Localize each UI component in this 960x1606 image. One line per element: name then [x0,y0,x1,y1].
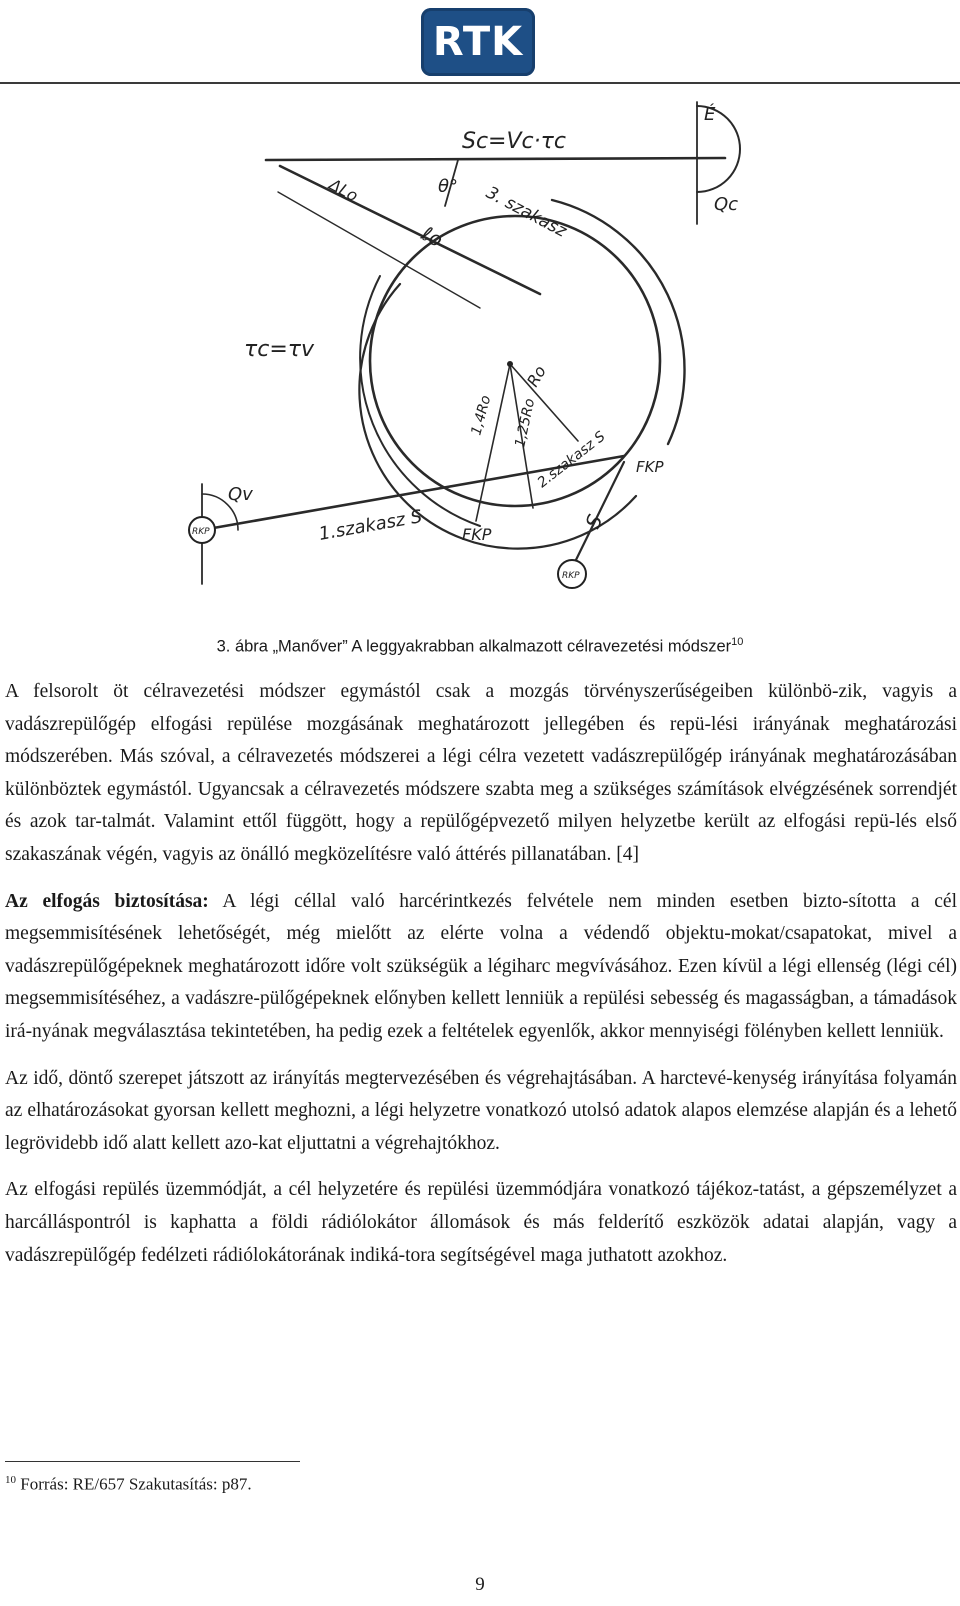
header-divider [0,82,960,84]
label-r125: 1,25Ro [512,397,539,449]
label-stage3: 3. szakasz [482,182,570,242]
paragraph-2 [5,886,957,1049]
page-number: 9 [475,1574,485,1595]
caption-text: 3. ábra „Manőver” A leggyakrabban alkalmazott célravezetési módszer [216,637,732,656]
footnote-divider [5,1461,300,1462]
logo-text: RTK [432,19,524,65]
label-qv: Qv [228,484,253,505]
stage3-line [280,166,540,294]
rtk-logo [421,8,535,76]
label-qc: Qc [714,194,739,215]
paragraph-4 [5,1174,957,1272]
turn-circle-inner [370,216,660,506]
caption-footnote-ref: 10 [731,636,744,648]
paragraph-1 [5,676,957,872]
maneuver-diagram [180,96,780,616]
label-r14: 1,4Ro [468,393,495,438]
label-tau-eq: τc=τv [244,337,315,362]
footnote [5,1474,252,1495]
label-sc-formula: Sc=Vc·τc [462,129,566,154]
paragraph-4-text: Az elfogási repülés üzemmódját, a cél helyzetére és repülési üzemmódjára vonatkozó tájékoz-tatást, a gépszemélyzet a harcálláspontról is kaphatta a földi rádiólokátor állomások és más felderítő eszközök adatai alapján, vagy a vadászrepülőgép fedélzeti rádiólokátorának indiká-tora segítségével maga juthatott azokhoz. [5,1179,957,1266]
turn-arc-outer [552,200,685,444]
label-lo: ℓo [417,221,448,253]
paragraph-2-lead: Az elfogás biztosítása: [5,890,209,912]
figure-caption [0,636,960,657]
paragraph-1-text: A felsorolt öt célravezetési módszer egymástól csak a mozgás törvényszerűségeiben különbö-zik, vagyis a vadászrepülőgép elfogási repülése mozgásának meghatározott jellegében és repü-lési irányának meghatározási módszerében. Más szóval, a célravezetés módszerei a légi célra vezetett vadászrepülőgép irányának meghatározásában különböztek egymástól. Ugyancsak a célravezetés módszere szabta meg a szükséges számítások elvégzésének sorrendjét és azok tar-talmát. Valamint ettől függött, hogy a repülőgépvezető milyen helyzetbe került az elfogási repü-lés első szakaszának végén, vagyis az önálló megközelítésre való áttérés pillanatában. [4] [5,681,957,865]
label-rkp-bottom: RKP [562,571,580,581]
maneuver-figure [180,96,780,616]
paragraph-3 [5,1063,957,1161]
body-text [5,676,957,1286]
center-point [507,361,513,367]
label-s: S [580,511,608,532]
footnote-ref: 10 [5,1474,16,1486]
label-fkp-right: FKP [636,458,664,476]
radius-14ro [476,364,510,521]
label-north: É [704,104,716,125]
paragraph-3-text: Az idő, döntő szerepet játszott az irányítás megtervezésében és végrehajtásában. A harctevé-kenység irányítása folyamán az elhatározásokat gyorsan kellett meghozni, a légi helyzetre vonatkozó utolsó adatok alapos elemzése alapján és a lehető legrövidebb idő alatt kellett azo-kat eljuttatni a végrehajtókhoz. [5,1067,957,1154]
label-stage2: 2.szakasz S [534,428,609,492]
label-ro: Ro [523,362,550,390]
footnote-text: Forrás: RE/657 Szakutasítás: p87. [16,1474,252,1494]
label-rkp-left: RKP [192,527,210,537]
label-delta-lo: ΔLo [326,174,362,206]
target-track-line [266,158,725,160]
paragraph-2-text: A légi céllal való harcérintkezés felvétele nem minden esetben bizto-sította a cél megsemmisítésének lehetőségét, még mielőtt az elérte volna a védendő objektu-mokat/csapatokat, mivel a vadászrepülőgépeknek meghatározott időre volt szükségük a légiharc megvívásához. Ezen kívül a légi ellenség (légi cél) megsemmisítéséhez, a vadászre-pülőgépeknek előnyben kellett lenniük a repülési sebesség és magasságban, a támadások irá-nyának megválasztása tekintetében, ha pedig ezek a feltételek egyenlők, akkor mennyiségi fölényben kellett lenniük. [5,890,957,1042]
label-fkp-bottom: FKP [462,525,492,544]
label-stage1: 1.szakasz S [317,506,424,545]
label-theta: θ° [438,176,459,197]
page-header [0,0,960,84]
